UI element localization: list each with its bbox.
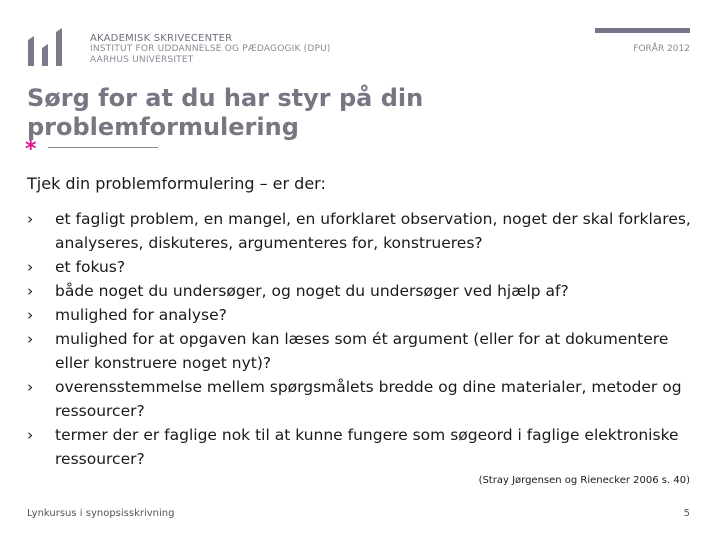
asterisk-icon: *: [25, 137, 37, 162]
chevron-right-icon: ›: [27, 282, 34, 300]
semester-label: FORÅR 2012: [633, 44, 690, 54]
bullet-text: et fokus?: [55, 258, 126, 276]
title-line-1: Sørg for at du har styr på din: [27, 84, 424, 112]
header-bar: [595, 28, 690, 33]
chevron-right-icon: ›: [27, 378, 34, 396]
chevron-right-icon: ›: [27, 210, 34, 228]
bullet-item: [27, 207, 707, 255]
bullet-item: [27, 423, 707, 471]
bullet-text: både noget du undersøger, og noget du undersøger ved hjælp af?: [55, 282, 569, 300]
bullet-item: [27, 279, 707, 303]
org-name: AKADEMISK SKRIVECENTER: [90, 33, 233, 44]
bullet-item: [27, 303, 707, 327]
aarhus-university-logo-icon: [28, 28, 68, 66]
chevron-right-icon: ›: [27, 306, 34, 324]
slide-title: [27, 84, 423, 142]
bullet-text: et fagligt problem, en mangel, en uforklaret observation, noget der skal forklares, analyseres, diskuteres, argumenteres for, konstrueres?: [55, 210, 691, 252]
dept-name: INSTITUT FOR UDDANNELSE OG PÆDAGOGIK (DPU): [90, 44, 331, 54]
bullet-text: termer der er faglige nok til at kunne fungere som søgeord i faglige elektroniske ressourcer?: [55, 426, 679, 468]
chevron-right-icon: ›: [27, 258, 34, 276]
intro-text: Tjek din problemformulering – er der:: [27, 174, 326, 193]
bullet-text: overensstemmelse mellem spørgsmålets bredde og dine materialer, metoder og ressourcer?: [55, 378, 682, 420]
citation: (Stray Jørgensen og Rienecker 2006 s. 40): [478, 475, 690, 486]
header-text: [90, 33, 331, 66]
bullet-item: [27, 255, 707, 279]
bullet-text: mulighed for analyse?: [55, 306, 227, 324]
footer-course: Lynkursus i synopsisskrivning: [27, 508, 175, 519]
bullet-item: [27, 375, 707, 423]
page-number: 5: [683, 508, 690, 519]
bullet-text: mulighed for at opgaven kan læses som ét argument (eller for at dokumentere eller konstruere noget nyt)?: [55, 330, 669, 372]
bullet-item: [27, 327, 707, 375]
university-name: AARHUS UNIVERSITET: [90, 55, 194, 65]
chevron-right-icon: ›: [27, 330, 34, 348]
title-divider: [48, 147, 158, 148]
chevron-right-icon: ›: [27, 426, 34, 444]
title-line-2: problemformulering: [27, 113, 299, 141]
bullet-list: [27, 207, 707, 471]
